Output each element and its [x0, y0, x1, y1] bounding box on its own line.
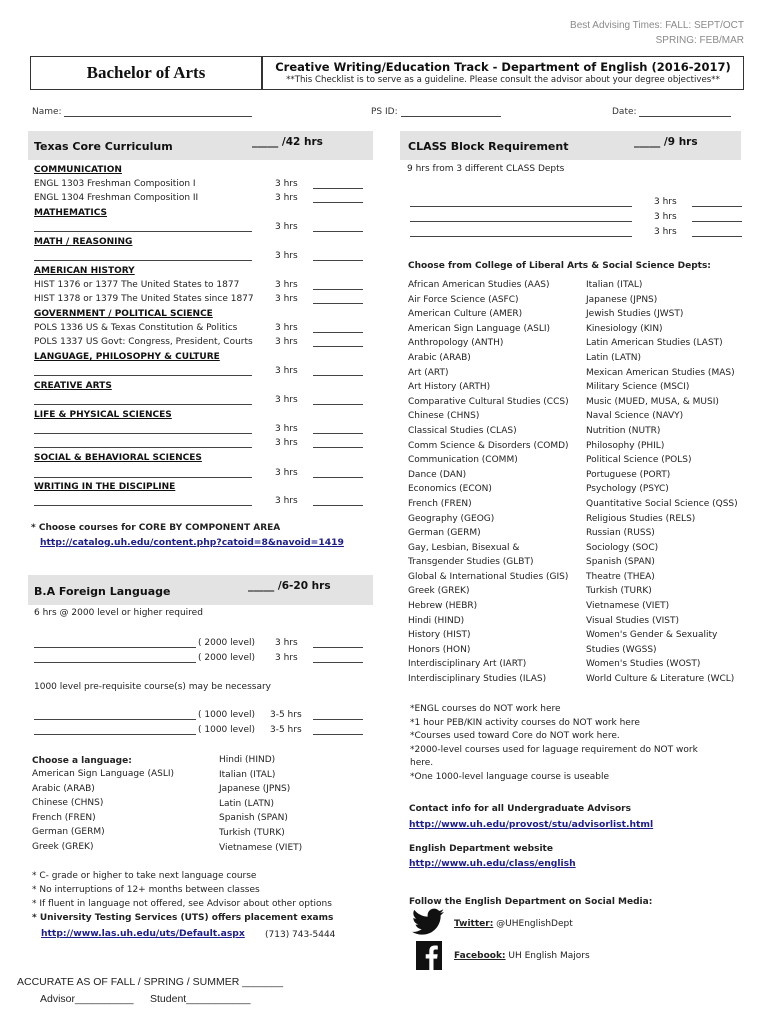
hrs-class-3: 3 hrs: [654, 227, 677, 237]
psid-label: PS ID:: [371, 107, 398, 117]
accurate-as-of: ACCURATE AS OF FALL / SPRING / SUMMER _______: [17, 976, 284, 988]
dept-item: Dance (DAN): [408, 469, 467, 480]
dept-item: Theatre (THEA): [586, 571, 655, 582]
course-line[interactable]: [34, 404, 252, 405]
dept-item: Studies (WGSS): [586, 644, 657, 655]
grade-line[interactable]: [313, 303, 363, 304]
course-line[interactable]: [34, 447, 252, 448]
hrs-pols1336: 3 hrs: [275, 323, 298, 333]
dept-item: Gay, Lesbian, Bisexual &: [408, 542, 520, 553]
core-hrs: _____ /42 hrs: [252, 136, 323, 148]
dept-item: Portuguese (PORT): [586, 469, 671, 480]
dept-item: Hebrew (HEBR): [408, 601, 478, 612]
course-line[interactable]: [34, 231, 252, 232]
hrs-hist1376: 3 hrs: [275, 280, 298, 290]
section-mathematics: MATHEMATICS: [34, 208, 108, 218]
advisors-link[interactable]: http://www.uh.edu/provost/stu/advisorlist.html: [409, 819, 654, 830]
foreign-desc: 6 hrs @ 2000 level or higher required: [34, 608, 203, 618]
section-language-philosophy: LANGUAGE, PHILOSOPHY & CULTURE: [34, 352, 220, 362]
language-item: Chinese (CHNS): [32, 798, 104, 809]
hrs-life-phys-1: 3 hrs: [275, 424, 298, 434]
hrs-math-reasoning: 3 hrs: [275, 251, 298, 261]
course-line[interactable]: [34, 433, 252, 434]
hrs-2000-a: 3 hrs: [275, 638, 298, 648]
class-note: *One 1000-level language course is useable: [410, 771, 610, 782]
course-engl1303: ENGL 1303 Freshman Composition I: [34, 179, 196, 189]
track-box: [262, 56, 744, 90]
section-creative-arts: CREATIVE ARTS: [34, 381, 112, 391]
class-note: *ENGL courses do NOT work here: [410, 704, 561, 714]
language-item: Arabic (ARAB): [32, 783, 95, 794]
dept-item: Naval Science (NAVY): [586, 411, 684, 422]
grade-line[interactable]: [313, 734, 363, 735]
grade-line[interactable]: [692, 206, 742, 207]
dept-item: Hindi (HIND): [408, 615, 465, 626]
class-hrs: _____ /9 hrs: [634, 136, 698, 148]
hrs-1000-b: 3-5 hrs: [270, 725, 302, 735]
course-engl1304: ENGL 1304 Freshman Composition II: [34, 193, 199, 203]
section-life-physical: LIFE & PHYSICAL SCIENCES: [34, 410, 172, 420]
dept-item: Spanish (SPAN): [586, 557, 655, 568]
dept-item: Global & International Studies (GIS): [408, 571, 569, 582]
class-desc: 9 hrs from 3 different CLASS Depts: [407, 164, 565, 174]
dept-item: Chinese (CHNS): [408, 411, 480, 422]
dept-item: History (HIST): [408, 630, 471, 641]
language-list-right: [219, 753, 302, 855]
dept-item: Sociology (SOC): [586, 542, 659, 553]
grade-line[interactable]: [313, 188, 363, 189]
dept-item: Anthropology (ANTH): [408, 338, 504, 349]
student-signature[interactable]: Student___________: [150, 993, 251, 1005]
name-field[interactable]: [32, 106, 252, 117]
language-item: Japanese (JPNS): [219, 784, 291, 795]
dept-item: Comm Science & Disorders (COMD): [408, 440, 569, 451]
class-note: *1 hour PEB/KIN activity courses do NOT work here: [410, 717, 640, 728]
dept-item: Latin American Studies (LAST): [586, 338, 723, 349]
dept-item: Women's Studies (WOST): [586, 659, 701, 670]
class-note: here.: [410, 758, 434, 769]
dept-item: Latin (LATN): [586, 352, 642, 363]
class-title: CLASS Block Requirement: [408, 140, 569, 153]
class-note: *Courses used toward Core do NOT work here.: [410, 731, 620, 742]
dept-item: Religious Studies (RELS): [586, 513, 696, 524]
date-field[interactable]: [612, 106, 731, 117]
course-line[interactable]: [34, 662, 196, 663]
section-communication: COMMUNICATION: [34, 165, 122, 175]
hrs-engl1303: 3 hrs: [275, 179, 298, 189]
dept-item: Mexican American Studies (MAS): [586, 367, 735, 378]
grade-line[interactable]: [692, 221, 742, 222]
dept-item: Jewish Studies (JWST): [586, 309, 684, 320]
track-subtitle: **This Checklist is to serve as a guideline. Please consult the advisor about your degree objectives**: [286, 75, 720, 85]
twitter-row[interactable]: [454, 919, 573, 929]
foreign-note: * No interruptions of 12+ months between classes: [32, 885, 260, 895]
hrs-math: 3 hrs: [275, 222, 298, 232]
dept-item: Arabic (ARAB): [408, 352, 471, 363]
language-item: American Sign Language (ASLI): [32, 769, 175, 779]
dept-item: Vietnamese (VIET): [586, 601, 670, 612]
date-label: Date:: [612, 107, 637, 117]
degree-title-box: [30, 56, 262, 90]
dept-item: French (FREN): [408, 498, 472, 509]
course-pols1336: POLS 1336 US & Texas Constitution & Politics: [34, 323, 238, 333]
language-item: Hindi (HIND): [219, 755, 276, 765]
level-1000-b: ( 1000 level): [198, 725, 256, 735]
language-item: Greek (GREK): [32, 841, 94, 852]
dept-item: Communication (COMM): [408, 455, 518, 466]
course-line[interactable]: [410, 221, 632, 222]
dept-item: African American Studies (AAS): [408, 280, 550, 290]
language-item: Spanish (SPAN): [219, 813, 288, 824]
twitter-icon[interactable]: [412, 908, 444, 936]
grade-line[interactable]: [692, 236, 742, 237]
dept-item: German (GERM): [408, 528, 481, 539]
grade-line[interactable]: [313, 719, 363, 720]
facebook-row[interactable]: [454, 951, 590, 961]
hrs-writing-disc: 3 hrs: [275, 496, 298, 506]
class-note: *2000-level courses used for laguage requirement do NOT work: [410, 744, 698, 755]
dept-item: Visual Studies (VIST): [586, 615, 680, 626]
dept-item: Psychology (PSYC): [586, 484, 669, 495]
level-2000-a: ( 2000 level): [198, 638, 256, 648]
dept-item: Comparative Cultural Studies (CCS): [408, 396, 569, 407]
psid-field[interactable]: [371, 106, 501, 117]
dept-item: American Culture (AMER): [408, 309, 523, 320]
grade-line[interactable]: [313, 433, 363, 434]
degree-title: Bachelor of Arts: [86, 63, 206, 82]
dept-item: Air Force Science (ASFC): [408, 294, 519, 305]
dept-item: Economics (ECON): [408, 484, 492, 495]
dept-item: Turkish (TURK): [586, 586, 652, 597]
language-item: Latin (LATN): [219, 798, 275, 809]
section-government: GOVERNMENT / POLITICAL SCIENCE: [34, 309, 213, 319]
dept-item: Classical Studies (CLAS): [408, 425, 517, 436]
language-list-left: [32, 767, 174, 855]
facebook-handle: UH English Majors: [508, 951, 590, 961]
level-2000-b: ( 2000 level): [198, 653, 256, 663]
choose-language-label: Choose a language:: [32, 756, 132, 766]
section-social-behavioral: SOCIAL & BEHAVIORAL SCIENCES: [34, 453, 202, 463]
dept-item: Women's Gender & Sexuality: [586, 630, 718, 641]
advisors-label: Contact info for all Undergraduate Advisors: [409, 804, 631, 814]
language-item: Vietnamese (VIET): [219, 842, 303, 853]
uts-phone: (713) 743-5444: [265, 930, 336, 940]
facebook-label: Facebook:: [454, 951, 506, 961]
dept-item: Greek (GREK): [408, 586, 470, 597]
hrs-pols1337: 3 hrs: [275, 337, 298, 347]
grade-line[interactable]: [313, 647, 363, 648]
dept-item: World Culture & Literature (WCL): [586, 674, 735, 685]
section-writing-discipline: WRITING IN THE DISCIPLINE: [34, 482, 176, 492]
twitter-label: Twitter:: [454, 919, 494, 929]
grade-line[interactable]: [313, 662, 363, 663]
section-american-history: AMERICAN HISTORY: [34, 266, 135, 276]
grade-line[interactable]: [313, 260, 363, 261]
language-item: Turkish (TURK): [219, 827, 285, 838]
language-item: German (GERM): [32, 827, 105, 838]
foreign-hrs: _____ /6-20 hrs: [248, 580, 331, 592]
dept-item: Japanese (JPNS): [586, 294, 658, 305]
uts-link[interactable]: http://www.las.uh.edu/uts/Default.aspx: [41, 928, 245, 939]
dept-item: Interdisciplinary Art (IART): [408, 659, 527, 670]
grade-line[interactable]: [313, 447, 363, 448]
track-title: Creative Writing/Education Track - Department of English (2016-2017): [275, 60, 731, 74]
dept-item: Kinesiology (KIN): [586, 323, 663, 334]
course-line[interactable]: [34, 477, 252, 478]
dept-item: Nutrition (NUTR): [586, 425, 661, 436]
dept-item: Geography (GEOG): [408, 513, 495, 524]
core-note: * Choose courses for CORE BY COMPONENT AREA: [31, 523, 281, 533]
course-line[interactable]: [410, 206, 632, 207]
hrs-creative-arts: 3 hrs: [275, 395, 298, 405]
catalog-link[interactable]: http://catalog.uh.edu/content.php?catoid=8&navoid=1419: [40, 537, 344, 548]
hrs-engl1304: 3 hrs: [275, 193, 298, 203]
prereq-note: 1000 level pre-requisite course(s) may be necessary: [34, 682, 271, 692]
core-title: Texas Core Curriculum: [34, 140, 173, 153]
grade-line[interactable]: [313, 346, 363, 347]
dept-item: Military Science (MSCI): [586, 382, 690, 393]
hrs-language-phil: 3 hrs: [275, 366, 298, 376]
grade-line[interactable]: [313, 289, 363, 290]
course-line[interactable]: [34, 260, 252, 261]
dept-website-link[interactable]: http://www.uh.edu/class/english: [409, 858, 576, 869]
hrs-2000-b: 3 hrs: [275, 653, 298, 663]
grade-line[interactable]: [313, 404, 363, 405]
dept-website-label: English Department website: [409, 844, 553, 854]
dept-list-right: [586, 278, 738, 687]
class-choose-label: Choose from College of Liberal Arts & Social Science Depts:: [408, 261, 711, 271]
dept-item: Interdisciplinary Studies (ILAS): [408, 674, 547, 685]
dept-item: Quantitative Social Science (QSS): [586, 498, 738, 509]
course-line[interactable]: [410, 236, 632, 237]
grade-line[interactable]: [313, 505, 363, 506]
course-hist1378: HIST 1378 or 1379 The United States since 1877: [34, 294, 254, 304]
dept-item: Honors (HON): [408, 644, 471, 655]
dept-item: Art (ART): [408, 367, 449, 378]
level-1000-a: ( 1000 level): [198, 710, 256, 720]
advising-times-spring: SPRING: FEB/MAR: [655, 35, 744, 46]
foreign-note: * C- grade or higher to take next language course: [32, 871, 257, 881]
course-line[interactable]: [34, 505, 252, 506]
advisor-signature[interactable]: Advisor__________: [40, 993, 134, 1005]
dept-item: American Sign Language (ASLI): [408, 323, 551, 334]
advising-times-fall: Best Advising Times: FALL: SEPT/OCT: [570, 20, 744, 31]
language-item: French (FREN): [32, 812, 96, 823]
grade-line[interactable]: [313, 231, 363, 232]
course-line[interactable]: [34, 734, 196, 735]
hrs-class-2: 3 hrs: [654, 212, 677, 222]
hrs-class-1: 3 hrs: [654, 197, 677, 207]
grade-line[interactable]: [313, 202, 363, 203]
dept-item: Music (MUED, MUSA, & MUSI): [586, 396, 719, 407]
foreign-note: * If fluent in language not offered, see Advisor about other options: [32, 899, 332, 909]
course-line[interactable]: [34, 375, 252, 376]
dept-item: Russian (RUSS): [586, 528, 655, 539]
course-pols1337: POLS 1337 US Govt: Congress, President, Courts: [34, 337, 253, 347]
facebook-icon[interactable]: [416, 941, 442, 970]
dept-item: Political Science (POLS): [586, 455, 692, 466]
course-line[interactable]: [34, 647, 196, 648]
grade-line[interactable]: [313, 477, 363, 478]
twitter-handle: @UHEnglishDept: [496, 919, 573, 929]
dept-item: Italian (ITAL): [586, 280, 643, 290]
social-label: Follow the English Department on Social Media:: [409, 897, 653, 907]
dept-item: Art History (ARTH): [408, 382, 491, 393]
dept-item: Philosophy (PHIL): [586, 440, 665, 451]
dept-item: Transgender Studies (GLBT): [408, 557, 534, 568]
hrs-social-behav: 3 hrs: [275, 468, 298, 478]
name-label: Name:: [32, 107, 62, 117]
grade-line[interactable]: [313, 332, 363, 333]
dept-list-left: [408, 278, 569, 687]
language-item: Italian (ITAL): [219, 769, 276, 780]
uts-note: * University Testing Services (UTS) offers placement exams: [32, 913, 334, 923]
foreign-title: B.A Foreign Language: [34, 585, 171, 598]
grade-line[interactable]: [313, 375, 363, 376]
course-line[interactable]: [34, 719, 196, 720]
course-hist1376: HIST 1376 or 1377 The United States to 1877: [34, 280, 240, 290]
hrs-hist1378: 3 hrs: [275, 294, 298, 304]
hrs-1000-a: 3-5 hrs: [270, 710, 302, 720]
hrs-life-phys-2: 3 hrs: [275, 438, 298, 448]
section-math-reasoning: MATH / REASONING: [34, 237, 133, 247]
class-notes: [410, 703, 698, 785]
